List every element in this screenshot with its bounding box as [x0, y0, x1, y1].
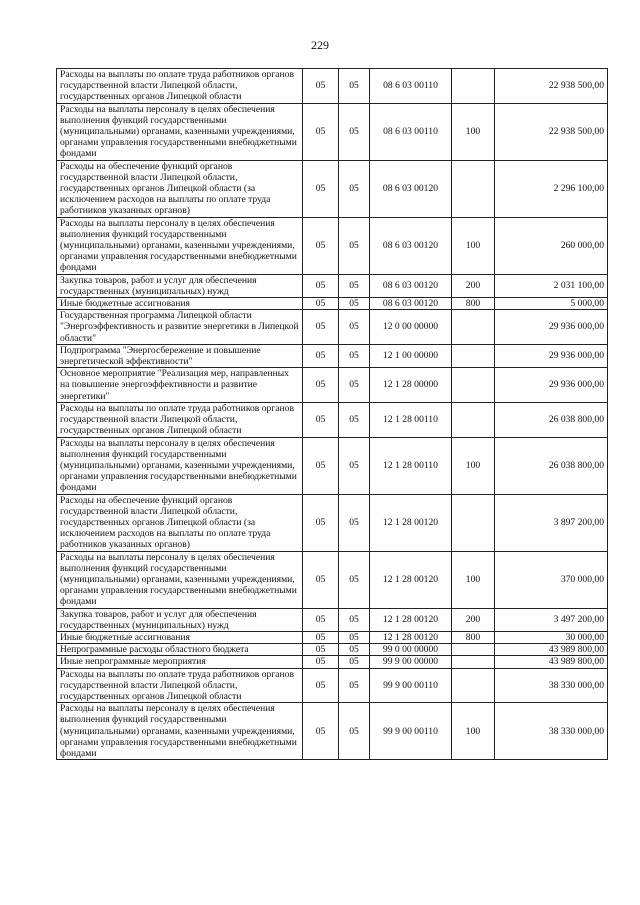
table-row	[57, 608, 608, 631]
row-subsection-cell: 05	[339, 494, 370, 551]
row-target-article-cell: 08 6 03 00120	[370, 274, 452, 297]
row-target-article-cell: 12 1 28 00120	[370, 494, 452, 551]
row-subsection-cell: 05	[339, 69, 370, 104]
row-expense-type-cell	[452, 310, 495, 345]
row-expense-type-cell: 800	[452, 298, 495, 310]
row-subsection-cell: 05	[339, 402, 370, 437]
row-subsection-cell: 05	[339, 656, 370, 668]
row-name-cell: Расходы на выплаты персоналу в целях обеспечения выполнения функций государственными (муниципальными) органами, казенными учреждениями, органами управления государственными внебюджетными фондами	[57, 217, 303, 274]
row-subsection-cell: 05	[339, 274, 370, 297]
budget-table	[56, 68, 608, 760]
row-section-cell: 05	[303, 368, 339, 403]
table-row	[57, 668, 608, 703]
row-amount-cell: 38 330 000,00	[495, 668, 608, 703]
table-row	[57, 160, 608, 217]
row-target-article-cell: 08 6 03 00120	[370, 160, 452, 217]
row-name-cell: Иные бюджетные ассигнования	[57, 298, 303, 310]
table-row	[57, 644, 608, 656]
row-name-cell: Расходы на выплаты персоналу в целях обеспечения выполнения функций государственными (муниципальными) органами, казенными учреждениями, органами управления государственными внебюджетными фондами	[57, 103, 303, 160]
row-expense-type-cell	[452, 494, 495, 551]
table-row	[57, 368, 608, 403]
row-expense-type-cell: 100	[452, 437, 495, 494]
row-name-cell: Расходы на выплаты персоналу в целях обеспечения выполнения функций государственными (муниципальными) органами, казенными учреждениями, органами управления государственными внебюджетными фондами	[57, 703, 303, 760]
row-name-cell: Закупка товаров, работ и услуг для обеспечения государственных (муниципальных) нужд	[57, 274, 303, 297]
row-target-article-cell: 99 9 00 00110	[370, 668, 452, 703]
row-subsection-cell: 05	[339, 551, 370, 608]
row-expense-type-cell	[452, 160, 495, 217]
row-target-article-cell: 12 1 28 00110	[370, 402, 452, 437]
row-amount-cell: 22 938 500,00	[495, 103, 608, 160]
row-section-cell: 05	[303, 69, 339, 104]
row-name-cell: Расходы на выплаты персоналу в целях обеспечения выполнения функций государственными (муниципальными) органами, казенными учреждениями, органами управления государственными внебюджетными фондами	[57, 551, 303, 608]
row-amount-cell: 29 936 000,00	[495, 368, 608, 403]
row-amount-cell: 30 000,00	[495, 631, 608, 643]
row-amount-cell: 43 989 800,00	[495, 644, 608, 656]
row-subsection-cell: 05	[339, 217, 370, 274]
row-section-cell: 05	[303, 298, 339, 310]
row-name-cell: Закупка товаров, работ и услуг для обеспечения государственных (муниципальных) нужд	[57, 608, 303, 631]
table-row	[57, 494, 608, 551]
row-name-cell: Иные непрограммные мероприятия	[57, 656, 303, 668]
row-expense-type-cell: 800	[452, 631, 495, 643]
table-row	[57, 703, 608, 760]
row-target-article-cell: 08 6 03 00120	[370, 298, 452, 310]
row-amount-cell: 5 000,00	[495, 298, 608, 310]
row-section-cell: 05	[303, 656, 339, 668]
table-row	[57, 103, 608, 160]
table-row	[57, 631, 608, 643]
row-name-cell: Расходы на выплаты по оплате труда работников органов государственной власти Липецкой области, государственных органов Липецкой области	[57, 668, 303, 703]
row-subsection-cell: 05	[339, 437, 370, 494]
row-expense-type-cell: 100	[452, 703, 495, 760]
table-row	[57, 69, 608, 104]
row-subsection-cell: 05	[339, 344, 370, 367]
table-row	[57, 217, 608, 274]
row-name-cell: Основное мероприятие "Реализация мер, направленных на повышение энергоэффективности и развитие энергетики"	[57, 368, 303, 403]
table-row	[57, 551, 608, 608]
row-subsection-cell: 05	[339, 368, 370, 403]
row-expense-type-cell: 100	[452, 551, 495, 608]
row-subsection-cell: 05	[339, 703, 370, 760]
budget-table-body	[57, 69, 608, 760]
row-section-cell: 05	[303, 402, 339, 437]
row-target-article-cell: 08 6 03 00110	[370, 69, 452, 104]
row-subsection-cell: 05	[339, 310, 370, 345]
row-expense-type-cell	[452, 69, 495, 104]
row-expense-type-cell: 200	[452, 274, 495, 297]
table-row	[57, 274, 608, 297]
row-name-cell: Расходы на выплаты персоналу в целях обеспечения выполнения функций государственными (муниципальными) органами, казенными учреждениями, органами управления государственными внебюджетными фондами	[57, 437, 303, 494]
row-subsection-cell: 05	[339, 298, 370, 310]
row-expense-type-cell	[452, 656, 495, 668]
row-section-cell: 05	[303, 344, 339, 367]
row-target-article-cell: 99 9 00 00000	[370, 656, 452, 668]
row-section-cell: 05	[303, 274, 339, 297]
row-subsection-cell: 05	[339, 160, 370, 217]
row-target-article-cell: 12 1 28 00000	[370, 368, 452, 403]
row-amount-cell: 26 038 800,00	[495, 437, 608, 494]
row-section-cell: 05	[303, 668, 339, 703]
row-subsection-cell: 05	[339, 668, 370, 703]
table-row	[57, 402, 608, 437]
row-expense-type-cell: 200	[452, 608, 495, 631]
page-number: 229	[311, 38, 329, 52]
row-name-cell: Непрограммные расходы областного бюджета	[57, 644, 303, 656]
row-section-cell: 05	[303, 310, 339, 345]
row-target-article-cell: 12 1 28 00120	[370, 631, 452, 643]
row-amount-cell: 29 936 000,00	[495, 344, 608, 367]
row-amount-cell: 43 989 800,00	[495, 656, 608, 668]
row-name-cell: Расходы на выплаты по оплате труда работников органов государственной власти Липецкой области, государственных органов Липецкой области	[57, 69, 303, 104]
row-section-cell: 05	[303, 103, 339, 160]
row-name-cell: Расходы на выплаты по оплате труда работников органов государственной власти Липецкой области, государственных органов Липецкой области	[57, 402, 303, 437]
row-section-cell: 05	[303, 437, 339, 494]
row-name-cell: Государственная программа Липецкой области "Энергоэффективность и развитие энергетики в Липецкой области"	[57, 310, 303, 345]
row-subsection-cell: 05	[339, 608, 370, 631]
row-target-article-cell: 12 1 00 00000	[370, 344, 452, 367]
row-amount-cell: 370 000,00	[495, 551, 608, 608]
row-subsection-cell: 05	[339, 644, 370, 656]
row-expense-type-cell: 100	[452, 103, 495, 160]
row-subsection-cell: 05	[339, 103, 370, 160]
row-section-cell: 05	[303, 160, 339, 217]
row-amount-cell: 26 038 800,00	[495, 402, 608, 437]
row-name-cell: Расходы на обеспечение функций органов государственной власти Липецкой области, государственных органов Липецкой области (за исключением расходов на выплаты по оплате труда работников указанных органов)	[57, 160, 303, 217]
row-amount-cell: 29 936 000,00	[495, 310, 608, 345]
row-name-cell: Иные бюджетные ассигнования	[57, 631, 303, 643]
row-target-article-cell: 08 6 03 00120	[370, 217, 452, 274]
row-amount-cell: 22 938 500,00	[495, 69, 608, 104]
row-section-cell: 05	[303, 494, 339, 551]
row-target-article-cell: 12 1 28 00120	[370, 551, 452, 608]
table-row	[57, 656, 608, 668]
row-expense-type-cell	[452, 402, 495, 437]
row-amount-cell: 2 296 100,00	[495, 160, 608, 217]
row-expense-type-cell	[452, 668, 495, 703]
row-section-cell: 05	[303, 551, 339, 608]
table-row	[57, 344, 608, 367]
row-expense-type-cell	[452, 368, 495, 403]
row-expense-type-cell: 100	[452, 217, 495, 274]
row-target-article-cell: 08 6 03 00110	[370, 103, 452, 160]
row-section-cell: 05	[303, 608, 339, 631]
row-section-cell: 05	[303, 631, 339, 643]
row-target-article-cell: 12 1 28 00110	[370, 437, 452, 494]
row-amount-cell: 38 330 000,00	[495, 703, 608, 760]
row-amount-cell: 2 031 100,00	[495, 274, 608, 297]
row-name-cell: Расходы на обеспечение функций органов государственной власти Липецкой области, государственных органов Липецкой области (за исключением расходов на выплаты по оплате труда работников указанных органов)	[57, 494, 303, 551]
row-target-article-cell: 12 1 28 00120	[370, 608, 452, 631]
row-section-cell: 05	[303, 644, 339, 656]
row-target-article-cell: 99 0 00 00000	[370, 644, 452, 656]
table-row	[57, 437, 608, 494]
table-row	[57, 298, 608, 310]
row-amount-cell: 3 897 200,00	[495, 494, 608, 551]
row-expense-type-cell	[452, 644, 495, 656]
row-name-cell: Подпрограмма "Энергосбережение и повышение энергетической эффективности"	[57, 344, 303, 367]
row-section-cell: 05	[303, 217, 339, 274]
row-section-cell: 05	[303, 703, 339, 760]
row-amount-cell: 3 497 200,00	[495, 608, 608, 631]
row-amount-cell: 260 000,00	[495, 217, 608, 274]
row-subsection-cell: 05	[339, 631, 370, 643]
table-row	[57, 310, 608, 345]
row-target-article-cell: 12 0 00 00000	[370, 310, 452, 345]
row-expense-type-cell	[452, 344, 495, 367]
row-target-article-cell: 99 9 00 00110	[370, 703, 452, 760]
